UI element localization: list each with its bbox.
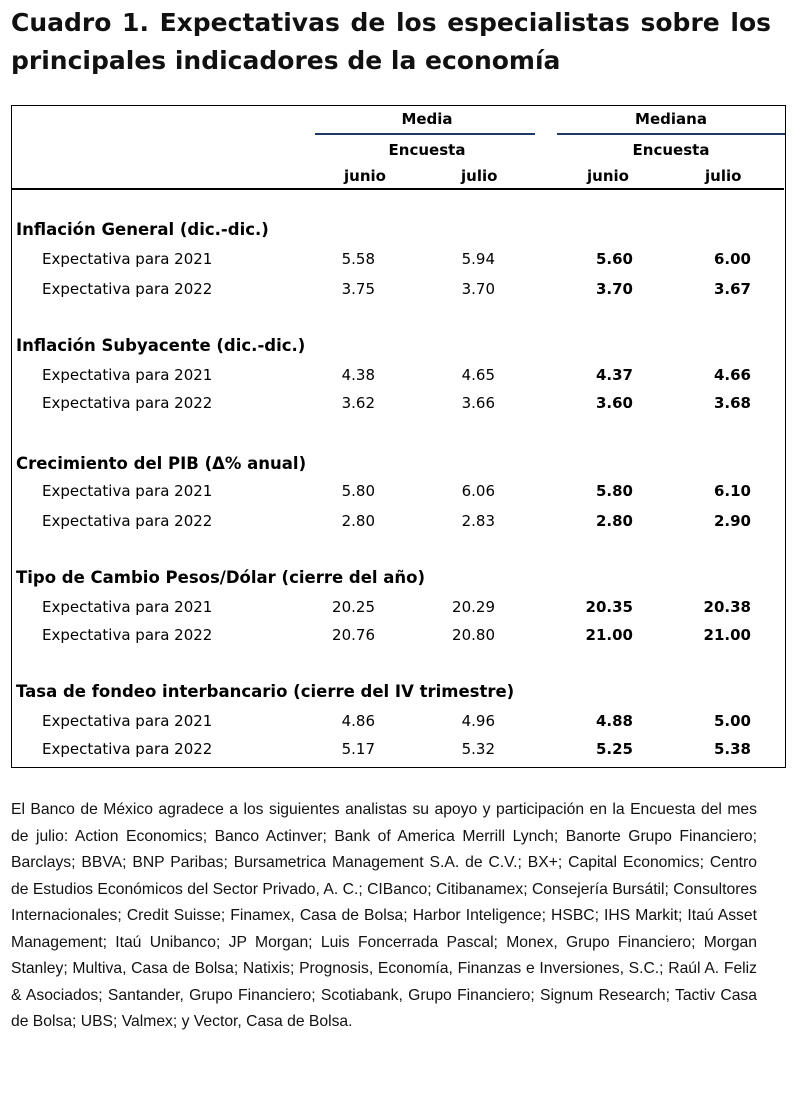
header-mediana-julio: julio	[705, 167, 742, 185]
cell-media-junio: 5.58	[341, 250, 375, 268]
row-label: Expectativa para 2021	[42, 250, 213, 268]
header-media-junio: junio	[344, 167, 386, 185]
cell-mediana-julio: 6.10	[713, 482, 751, 500]
cell-mediana-junio: 5.25	[595, 740, 633, 758]
cell-mediana-junio: 2.80	[595, 512, 633, 530]
section-title: Tasa de fondeo interbancario (cierre del IV trimestre)	[16, 682, 515, 701]
header-media-rule	[315, 133, 535, 135]
cell-mediana-julio: 4.66	[713, 366, 751, 384]
header-mediana-encuesta: Encuesta	[632, 141, 710, 159]
cell-media-julio: 6.06	[461, 482, 495, 500]
table-row	[12, 280, 785, 304]
cell-media-julio: 5.32	[461, 740, 495, 758]
cell-media-julio: 20.80	[452, 626, 495, 644]
row-label: Expectativa para 2021	[42, 598, 213, 616]
header-media-encuesta: Encuesta	[388, 141, 466, 159]
cell-mediana-julio: 6.00	[713, 250, 751, 268]
row-label: Expectativa para 2022	[42, 740, 213, 758]
table-row	[12, 366, 785, 390]
cell-mediana-julio: 5.38	[713, 740, 751, 758]
page-title: Cuadro 1. Expectativas de los especialistas sobre los principales indicadores de la economía	[11, 8, 771, 75]
row-label: Expectativa para 2022	[42, 512, 213, 530]
header-mediana-junio: junio	[587, 167, 629, 185]
cell-mediana-junio: 5.80	[595, 482, 633, 500]
row-label: Expectativa para 2021	[42, 366, 213, 384]
table-row	[12, 394, 785, 418]
row-label: Expectativa para 2021	[42, 712, 213, 730]
cell-mediana-julio: 5.00	[713, 712, 751, 730]
cell-media-junio: 4.38	[341, 366, 375, 384]
row-label: Expectativa para 2021	[42, 482, 213, 500]
cell-mediana-julio: 3.67	[713, 280, 751, 298]
cell-media-julio: 3.70	[461, 280, 495, 298]
table-row	[12, 626, 785, 650]
section-title: Crecimiento del PIB (Δ% anual)	[16, 454, 307, 473]
cell-media-julio: 20.29	[452, 598, 495, 616]
section-title: Inflación Subyacente (dic.-dic.)	[16, 336, 306, 355]
table-row	[12, 512, 785, 536]
section-title: Tipo de Cambio Pesos/Dólar (cierre del año)	[16, 568, 426, 587]
expectations-table	[11, 105, 786, 768]
header-bottom-rule	[12, 188, 784, 190]
section-title: Inflación General (dic.-dic.)	[16, 220, 269, 239]
cell-mediana-junio: 5.60	[595, 250, 633, 268]
cell-mediana-junio: 21.00	[585, 626, 633, 644]
cell-media-junio: 3.62	[341, 394, 375, 412]
table-row	[12, 712, 785, 736]
header-media-julio: julio	[461, 167, 498, 185]
cell-mediana-julio: 3.68	[713, 394, 751, 412]
table-row	[12, 740, 785, 764]
cell-mediana-junio: 20.35	[585, 598, 633, 616]
cell-media-junio: 2.80	[341, 512, 375, 530]
cell-media-junio: 20.25	[332, 598, 375, 616]
cell-media-julio: 3.66	[461, 394, 495, 412]
cell-mediana-julio: 20.38	[703, 598, 751, 616]
header-mediana-rule	[557, 133, 785, 135]
cell-mediana-julio: 2.90	[713, 512, 751, 530]
row-label: Expectativa para 2022	[42, 394, 213, 412]
cell-media-julio: 4.65	[461, 366, 495, 384]
cell-media-junio: 20.76	[332, 626, 375, 644]
cell-mediana-junio: 3.60	[595, 394, 633, 412]
cell-media-junio: 5.17	[341, 740, 375, 758]
cell-mediana-junio: 4.37	[595, 366, 633, 384]
cell-media-julio: 2.83	[461, 512, 495, 530]
cell-mediana-junio: 4.88	[595, 712, 633, 730]
row-label: Expectativa para 2022	[42, 280, 213, 298]
cell-media-junio: 4.86	[341, 712, 375, 730]
table-row	[12, 598, 785, 622]
table-row	[12, 482, 785, 506]
cell-mediana-junio: 3.70	[595, 280, 633, 298]
header-mediana: Mediana	[635, 110, 707, 128]
cell-media-julio: 4.96	[461, 712, 495, 730]
table-row	[12, 250, 785, 274]
acknowledgements-paragraph: El Banco de México agradece a los siguientes analistas su apoyo y participación en la Encuesta del mes de julio: Action Economics; Banco Actinver; Bank of America Merrill Lynch; Banorte Grupo Financiero; Barclays; BBVA; BNP Paribas; Bursametrica Management S.A. de C.V.; BX+; Capital Economics; Centro de Estudios Económicos del Sector Privado, A. C.; CIBanco; Citibanamex; Consejería Bursátil; Consultores Internacionales; Credit Suisse; Finamex, Casa de Bolsa; Harbor Inteligence; HSBC; IHS Markit; Itaú Asset Management; Itaú Unibanco; JP Morgan; Luis Foncerrada Pascal; Monex, Grupo Financiero; Morgan Stanley; Multiva, Casa de Bolsa; Natixis; Prognosis, Economía, Finanzas e Inversiones, S.C.; Raúl A. Feliz & Asociados; Santander, Grupo Financiero; Scotiabank, Grupo Financiero; Signum Research; Tactiv Casa de Bolsa; UBS; Valmex; y Vector, Casa de Bolsa.	[11, 801, 757, 1030]
cell-media-julio: 5.94	[461, 250, 495, 268]
cell-media-junio: 5.80	[341, 482, 375, 500]
cell-mediana-julio: 21.00	[703, 626, 751, 644]
header-media: Media	[401, 110, 453, 128]
row-label: Expectativa para 2022	[42, 626, 213, 644]
cell-media-junio: 3.75	[341, 280, 375, 298]
